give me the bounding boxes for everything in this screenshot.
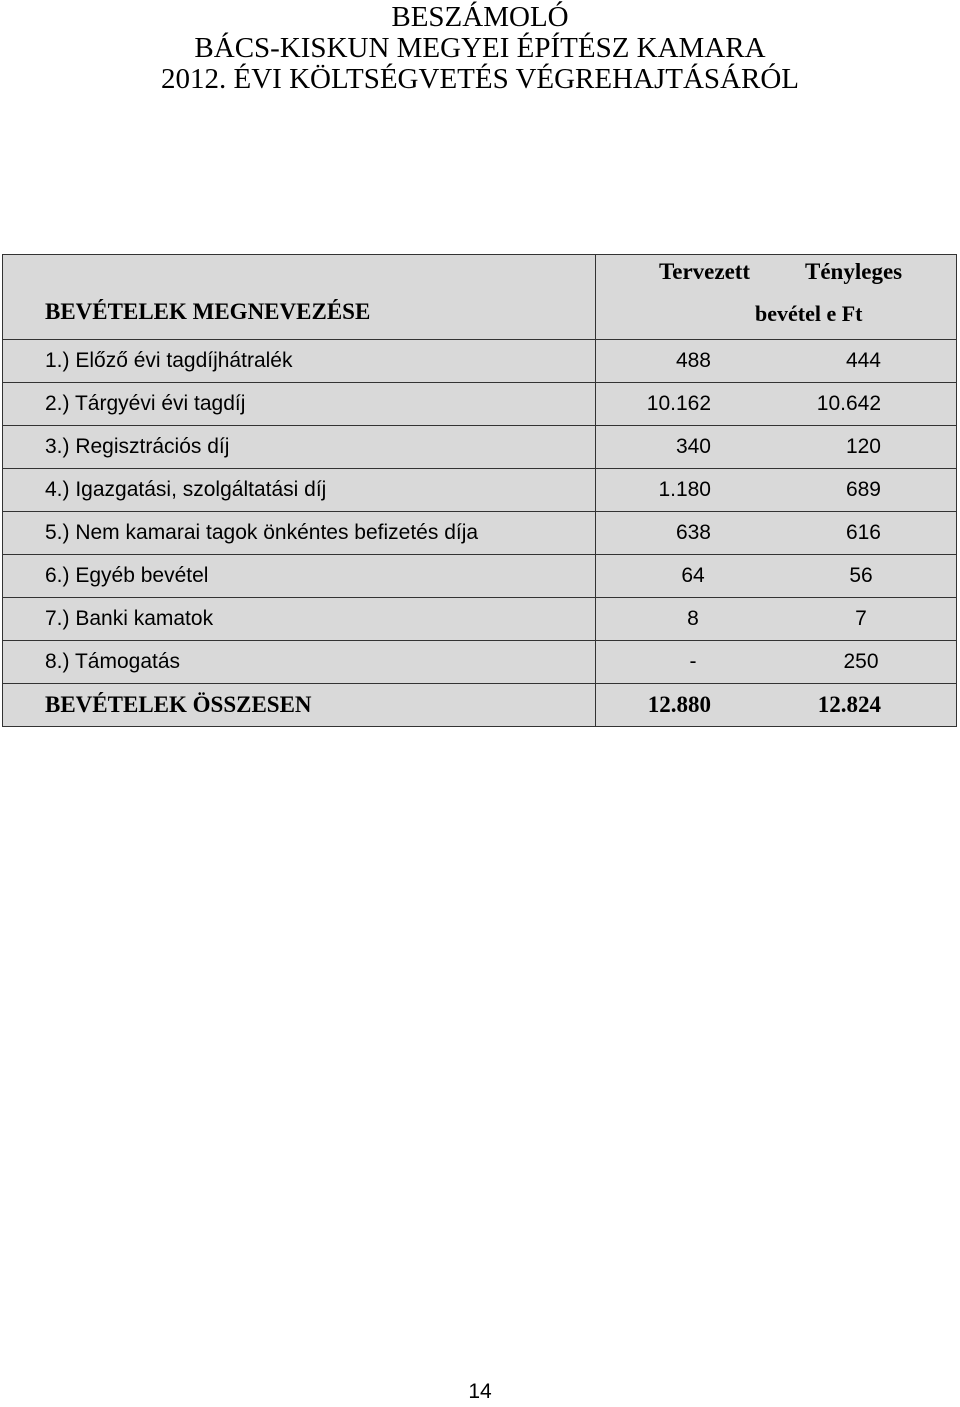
table-row	[3, 383, 956, 426]
column-divider	[595, 598, 596, 640]
row-actual: 7	[855, 607, 867, 630]
row-actual: 10.642	[816, 392, 881, 415]
revenue-table	[2, 254, 957, 727]
table-row	[3, 555, 956, 598]
header-actual: Tényleges	[805, 259, 903, 284]
row-planned: 340	[675, 435, 711, 458]
column-divider	[595, 641, 596, 683]
row-actual: 120	[845, 435, 881, 458]
table-row	[3, 598, 956, 641]
title-line-2: BÁCS-KISKUN MEGYEI ÉPÍTÉSZ KAMARA	[194, 32, 766, 64]
column-divider	[595, 426, 596, 468]
row-label: 8.) Támogatás	[45, 650, 181, 673]
page-number: 14	[468, 1380, 492, 1403]
column-divider	[595, 469, 596, 511]
row-planned: 8	[687, 607, 699, 630]
total-actual: 12.824	[817, 692, 881, 717]
row-label: 4.) Igazgatási, szolgáltatási díj	[45, 478, 327, 501]
document-title	[0, 2, 960, 95]
row-planned: 638	[675, 521, 711, 544]
table-row	[3, 469, 956, 512]
total-planned: 12.880	[647, 692, 711, 717]
row-planned: -	[689, 650, 697, 673]
row-label: 6.) Egyéb bevétel	[45, 564, 209, 587]
table-total-row	[3, 684, 956, 726]
row-label: 3.) Regisztrációs díj	[45, 435, 230, 458]
row-actual: 444	[845, 349, 881, 372]
column-divider	[595, 512, 596, 554]
row-planned: 488	[675, 349, 711, 372]
row-actual: 56	[849, 564, 873, 587]
row-label: 2.) Tárgyévi évi tagdíj	[45, 392, 246, 415]
table-row	[3, 512, 956, 555]
title-line-1: BESZÁMOLÓ	[391, 1, 569, 33]
column-divider	[595, 555, 596, 597]
table-row	[3, 340, 956, 383]
header-unit: bevétel e Ft	[755, 301, 863, 326]
table-row	[3, 641, 956, 684]
table-row	[3, 426, 956, 469]
row-planned: 64	[681, 564, 705, 587]
row-actual: 689	[845, 478, 881, 501]
column-divider	[595, 255, 596, 339]
row-planned: 10.162	[646, 392, 711, 415]
row-actual: 616	[845, 521, 881, 544]
row-label: 5.) Nem kamarai tagok önkéntes befizetés díja	[45, 521, 479, 544]
header-name: BEVÉTELEK MEGNEVEZÉSE	[45, 299, 371, 324]
table-header	[3, 255, 956, 340]
column-divider	[595, 383, 596, 425]
header-planned: Tervezett	[659, 259, 751, 284]
row-label: 1.) Előző évi tagdíjhátralék	[45, 349, 293, 372]
row-actual: 250	[843, 650, 879, 673]
title-line-3: 2012. ÉVI KÖLTSÉGVETÉS VÉGREHAJTÁSÁRÓL	[161, 63, 799, 95]
row-planned: 1.180	[658, 478, 711, 501]
total-label: BEVÉTELEK ÖSSZESEN	[45, 692, 312, 717]
column-divider	[595, 340, 596, 382]
row-label: 7.) Banki kamatok	[45, 607, 214, 630]
column-divider	[595, 684, 596, 726]
